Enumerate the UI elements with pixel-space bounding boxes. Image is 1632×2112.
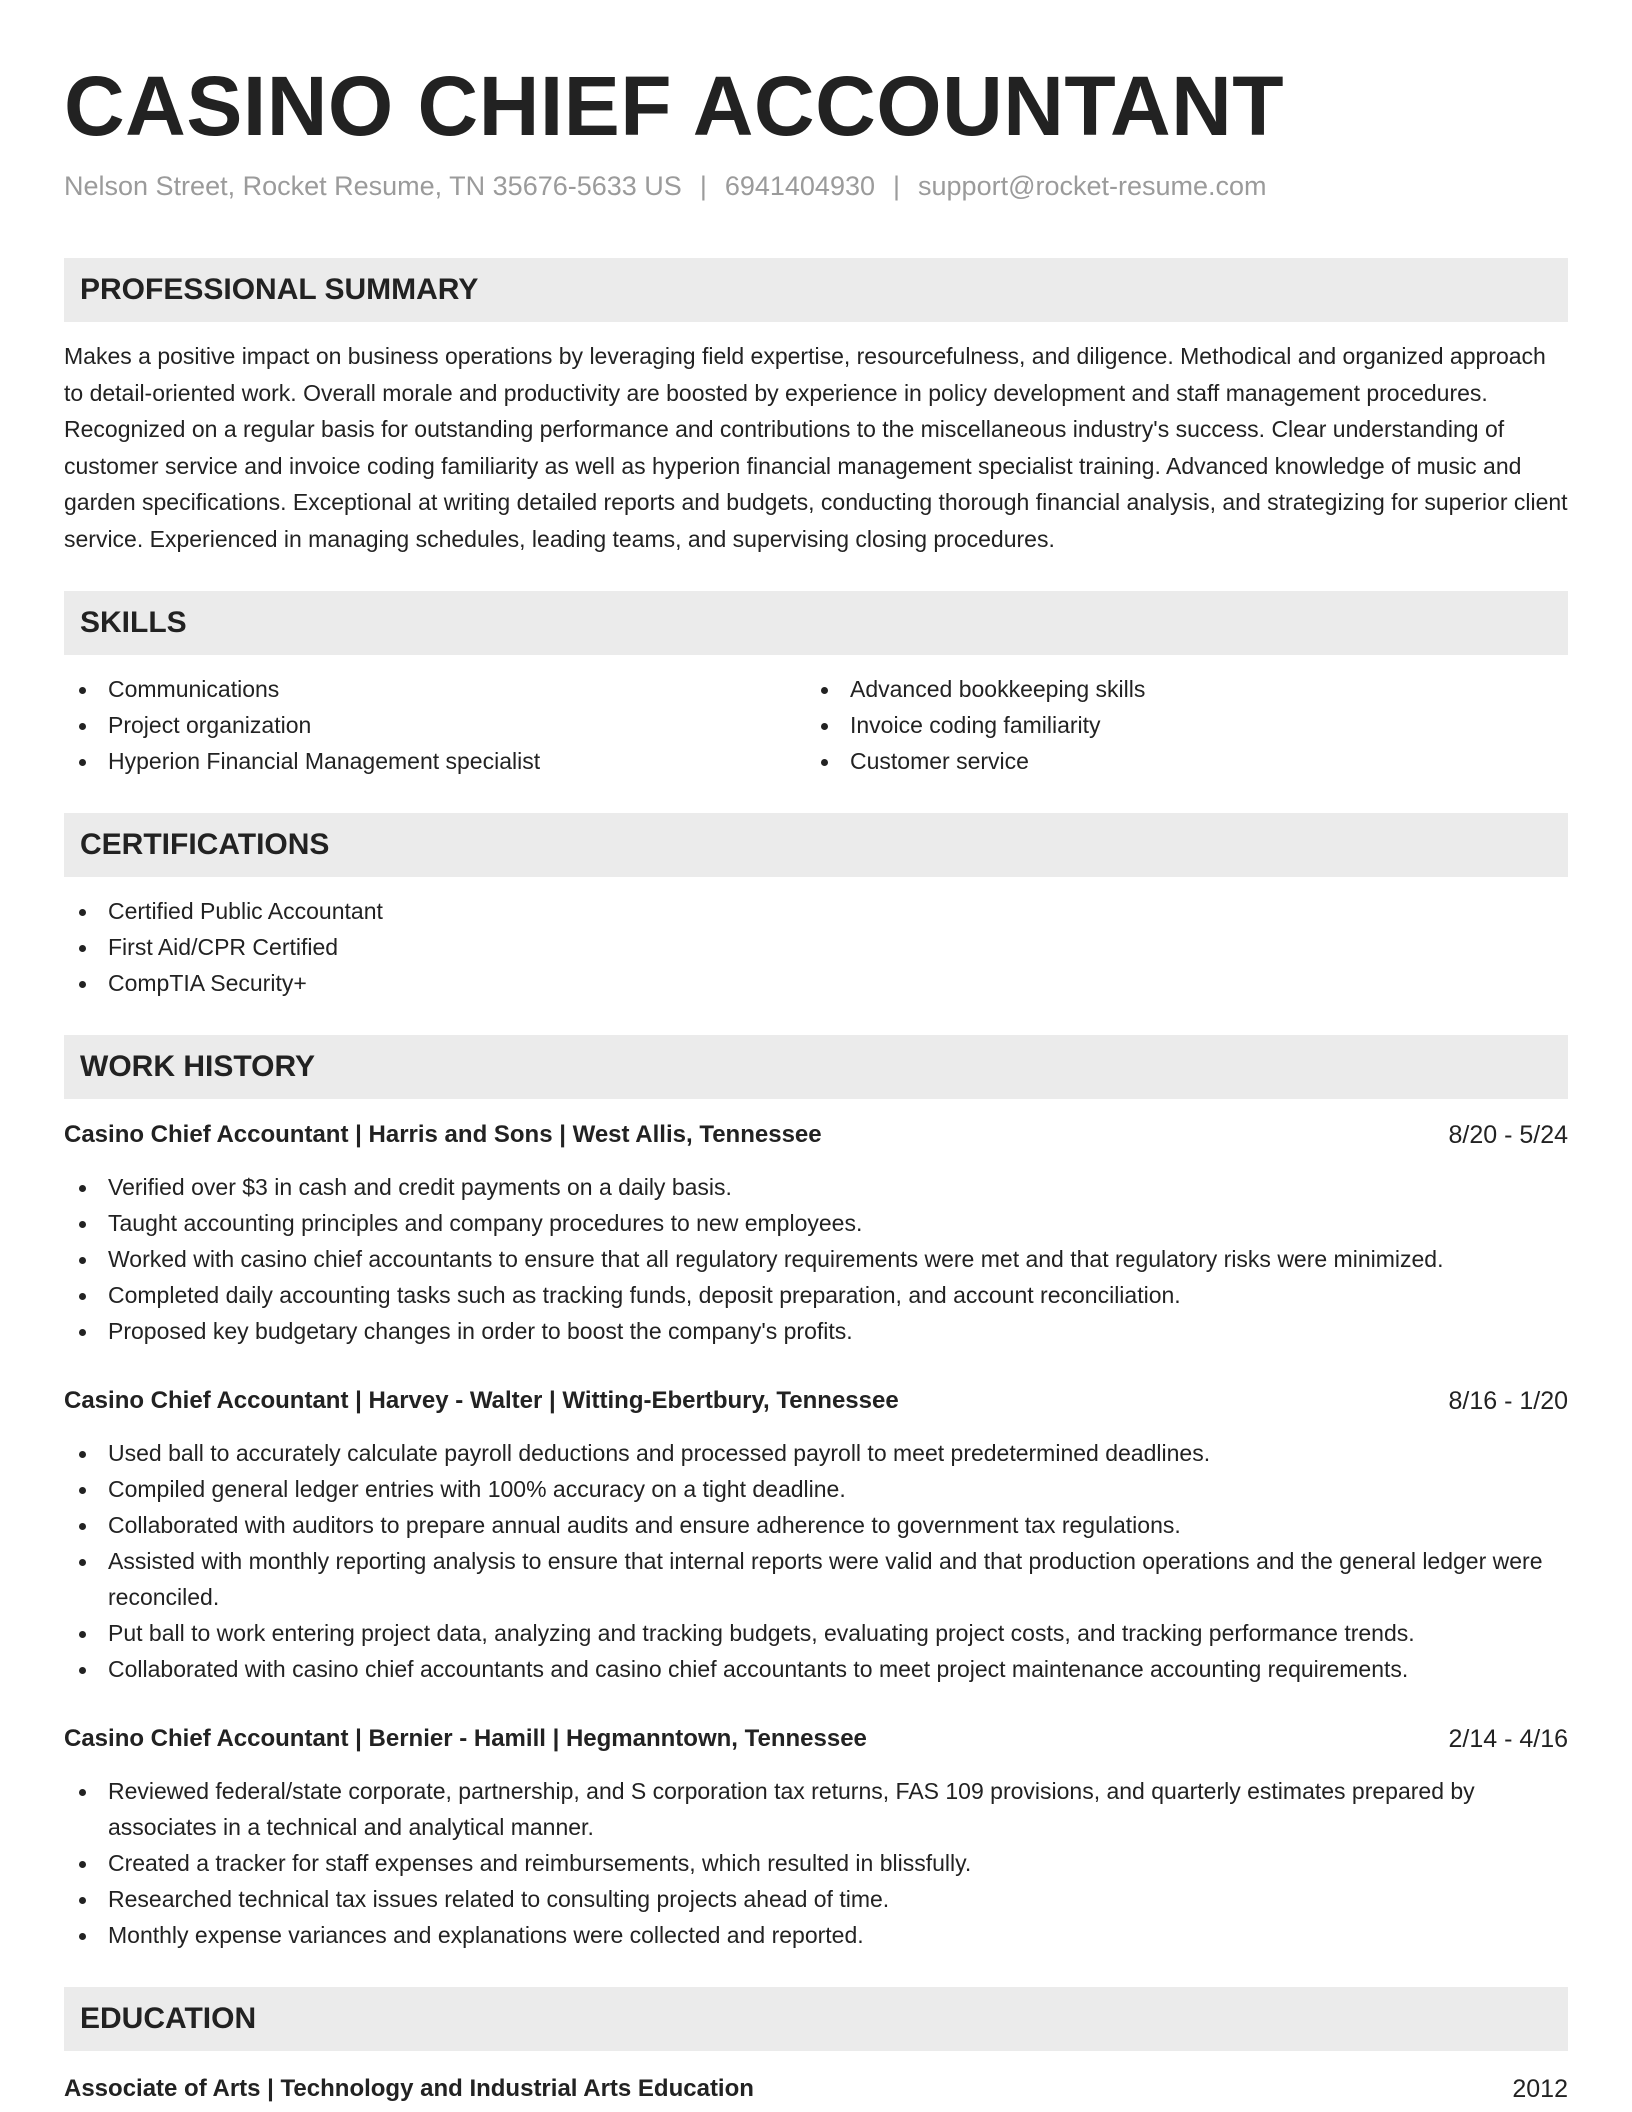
summary-paragraph: Makes a positive impact on business operations by leveraging field expertise, resourcefulness, and diligence. Methodical and organized approach to detail-oriented work. Overall morale and productivity are boosted by experience in policy development and staff management procedures. Recognized on a regular basis for outstanding performance and contributions to the miscellaneous industry's success. Clear understanding of customer service and invoice coding familiarity as well as hyperion financial management specialist training. Advanced knowledge of music and garden specifications. Exceptional at writing detailed reports and budgets, conducting thorough financial analysis, and strategizing for superior client service. Experienced in managing schedules, leading teams, and supervising closing procedures. [64,343,1568,552]
job-bullets [64,1773,1568,1953]
list-item: Taught accounting principles and company procedures to new employees. [64,1205,1568,1241]
education-year: 2012 [1512,2075,1568,2103]
job-header [64,1117,1568,1153]
section-header-professional-summary: PROFESSIONAL SUMMARY [64,258,1568,322]
job-entry [64,1383,1568,1687]
list-item: Used ball to accurately calculate payroll deductions and processed payroll to meet predetermined deadlines. [64,1435,1568,1471]
job-title: Casino Chief Accountant | Bernier - Hamill | Hegmanntown, Tennessee [64,1725,867,1752]
education-degree: Associate of Arts | Technology and Industrial Arts Education [64,2075,754,2102]
section-header-work-history: WORK HISTORY [64,1035,1568,1099]
list-item: First Aid/CPR Certified [64,929,1568,965]
list-item: Assisted with monthly reporting analysis to ensure that internal reports were valid and that production operations and the general ledger were reconciled. [64,1543,1568,1615]
job-title: Casino Chief Accountant | Harris and Sons | West Allis, Tennessee [64,1121,822,1148]
list-item: Collaborated with casino chief accountants and casino chief accountants to meet project maintenance accounting requirements. [64,1651,1568,1687]
list-item: Monthly expense variances and explanations were collected and reported. [64,1917,1568,1953]
skills-grid [64,671,1568,779]
list-item: Invoice coding familiarity [806,707,1548,743]
list-item: Worked with casino chief accountants to ensure that all regulatory requirements were met and that regulatory risks were minimized. [64,1241,1568,1277]
skills-column-left [64,671,806,779]
job-entry [64,1721,1568,1953]
section-header-certifications: CERTIFICATIONS [64,813,1568,877]
contact-separator: | [893,171,901,201]
list-item: Project organization [64,707,806,743]
list-item: Hyperion Financial Management specialist [64,743,806,779]
contact-email: support@rocket-resume.com [918,171,1267,201]
list-item: Certified Public Accountant [64,893,1568,929]
job-bullets [64,1169,1568,1349]
list-item: Proposed key budgetary changes in order to boost the company's profits. [64,1313,1568,1349]
section-header-education: EDUCATION [64,1987,1568,2051]
contact-phone: 6941404930 [724,171,875,201]
job-entry [64,1117,1568,1349]
list-item: Verified over $3 in cash and credit payments on a daily basis. [64,1169,1568,1205]
list-item: Compiled general ledger entries with 100% accuracy on a tight deadline. [64,1471,1568,1507]
list-item: Researched technical tax issues related to consulting projects ahead of time. [64,1881,1568,1917]
list-item: CompTIA Security+ [64,965,1568,1001]
job-header [64,1721,1568,1757]
section-header-skills: SKILLS [64,591,1568,655]
job-dates: 2/14 - 4/16 [1448,1725,1568,1753]
list-item: Collaborated with auditors to prepare annual audits and ensure adherence to government tax regulations. [64,1507,1568,1543]
job-dates: 8/16 - 1/20 [1448,1387,1568,1415]
list-item: Communications [64,671,806,707]
contact-address: Nelson Street, Rocket Resume, TN 35676-5633 US [64,171,682,201]
list-item: Created a tracker for staff expenses and reimbursements, which resulted in blissfully. [64,1845,1568,1881]
contact-line [64,168,1568,204]
list-item: Customer service [806,743,1548,779]
job-dates: 8/20 - 5/24 [1448,1121,1568,1149]
skills-column-right [806,671,1548,779]
list-item: Completed daily accounting tasks such as tracking funds, deposit preparation, and account reconciliation. [64,1277,1568,1313]
education-entry [64,2071,1568,2107]
job-header [64,1383,1568,1419]
list-item: Advanced bookkeeping skills [806,671,1548,707]
list-item: Put ball to work entering project data, analyzing and tracking budgets, evaluating project costs, and tracking performance trends. [64,1615,1568,1651]
resume-name-heading: CASINO CHIEF ACCOUNTANT [64,59,1285,153]
resume-page [64,0,1568,2107]
certifications-list [64,893,1568,1001]
job-bullets [64,1435,1568,1687]
contact-separator: | [699,171,707,201]
list-item: Reviewed federal/state corporate, partnership, and S corporation tax returns, FAS 109 provisions, and quarterly estimates prepared by associates in a technical and analytical manner. [64,1773,1568,1845]
job-title: Casino Chief Accountant | Harvey - Walter | Witting-Ebertbury, Tennessee [64,1387,899,1414]
